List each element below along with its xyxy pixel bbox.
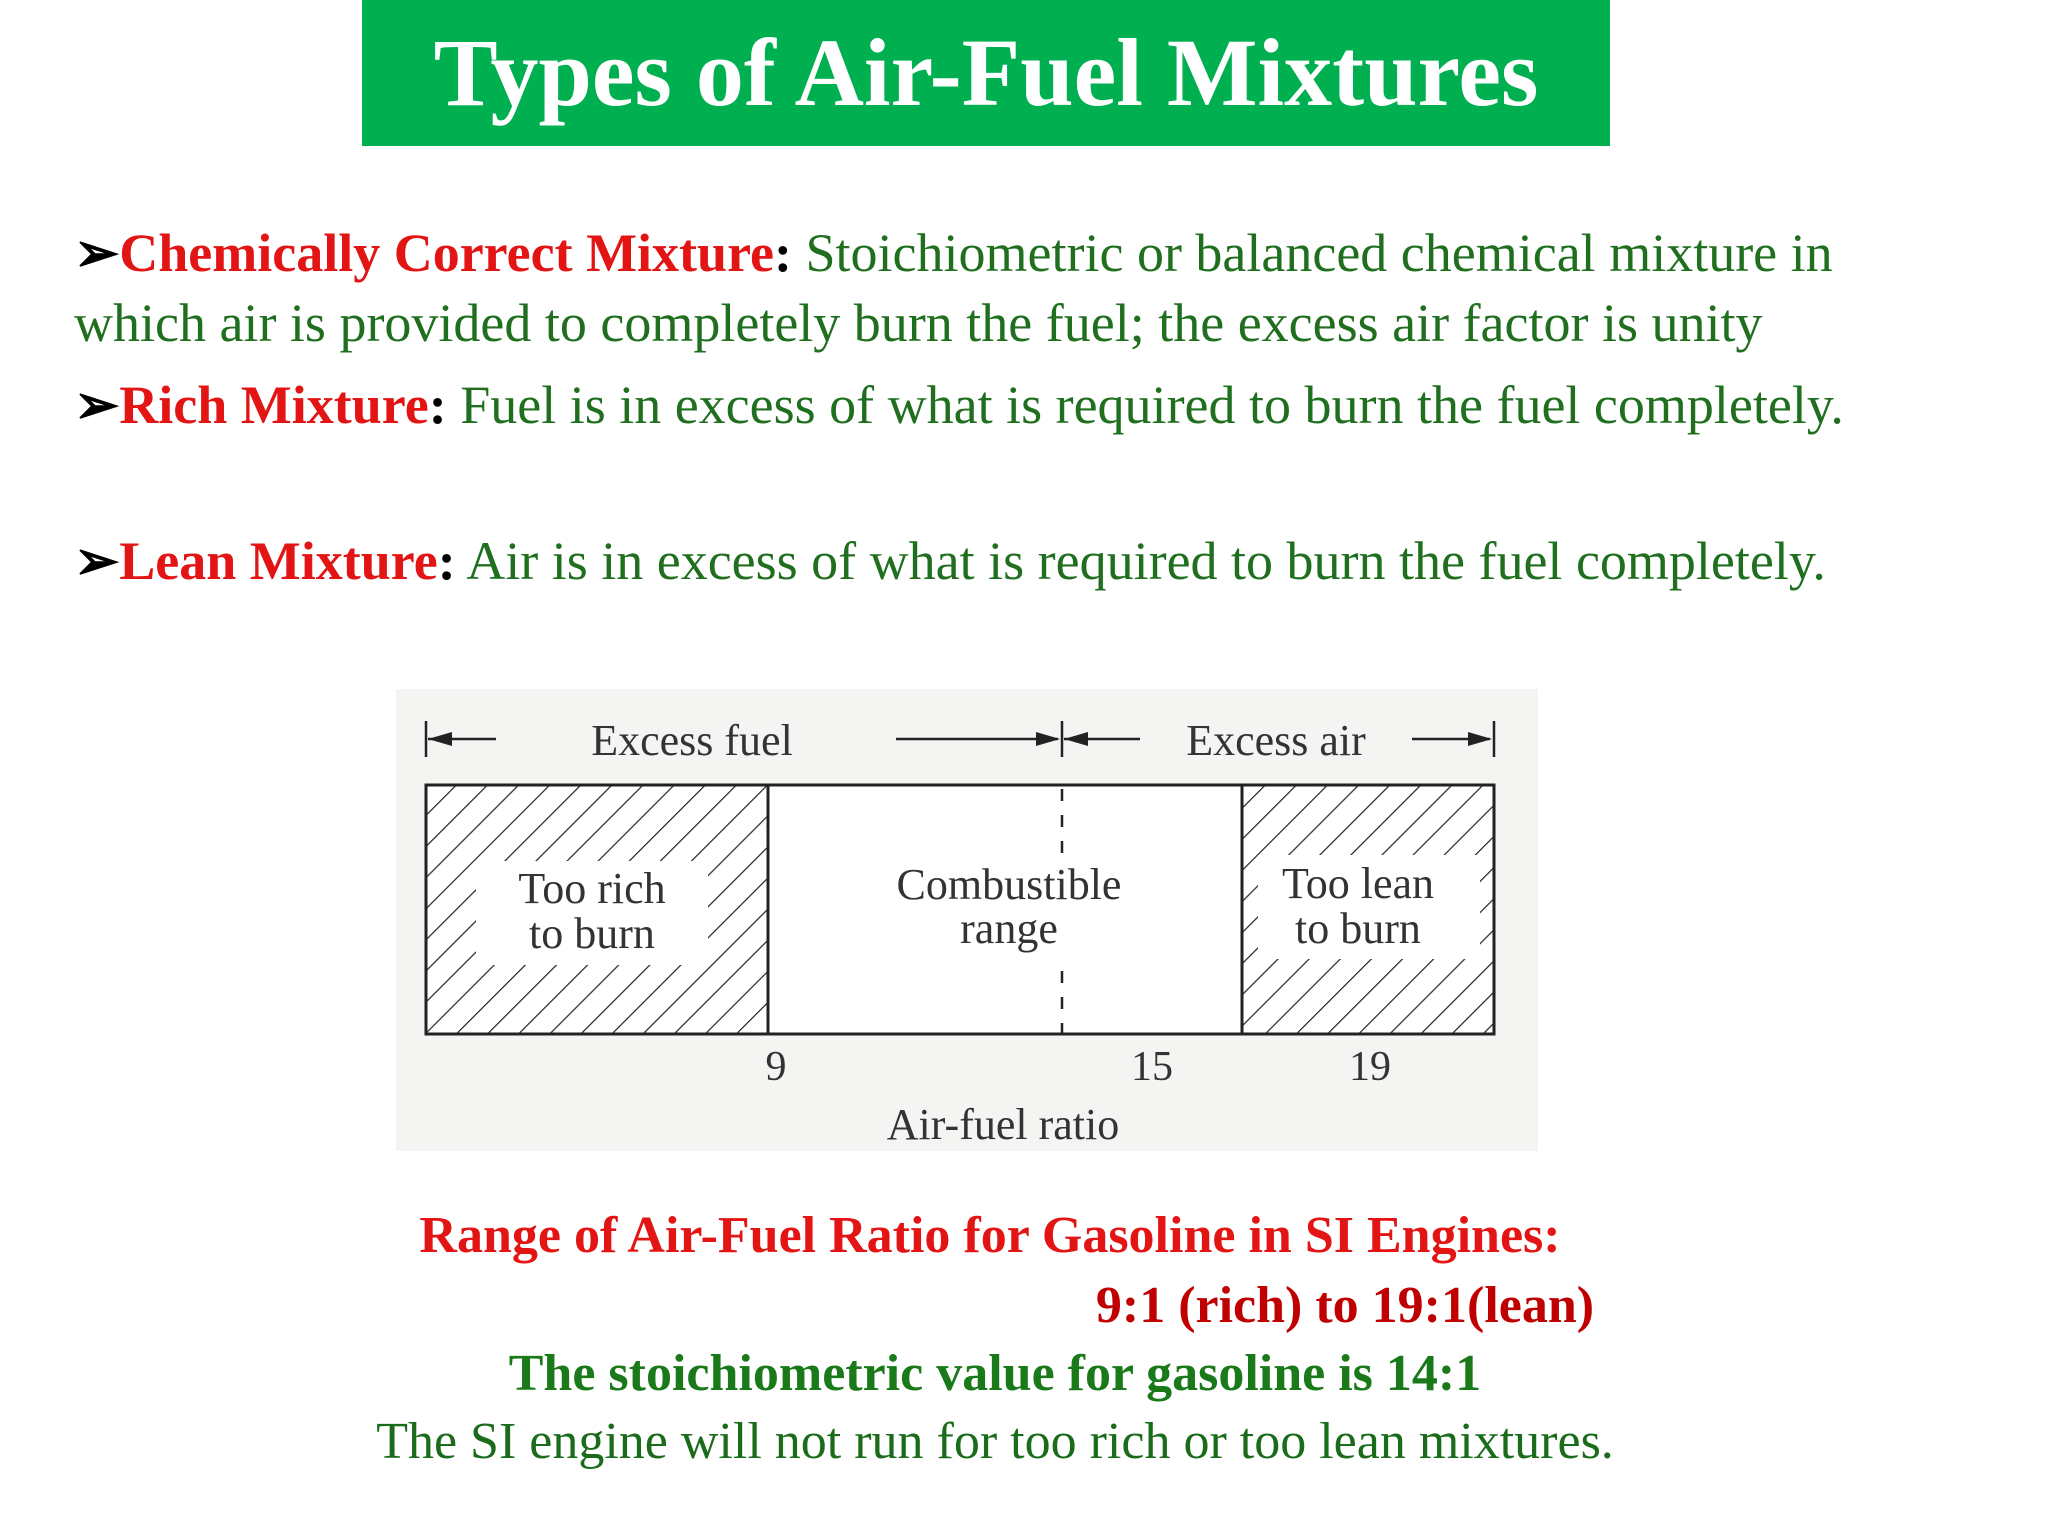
bullet-colon: :	[774, 223, 793, 283]
axis-label: Air-fuel ratio	[886, 1100, 1120, 1149]
combustible-line1: Combustible	[896, 860, 1122, 909]
range-value: 9:1 (rich) to 19:1(lean)	[1095, 1277, 1595, 1334]
excess-air-label: Excess air	[1186, 716, 1366, 765]
arrow-bullet-icon: ➢	[74, 223, 120, 283]
combustible-line2: range	[960, 904, 1058, 953]
arrow-bullet-icon: ➢	[74, 375, 120, 435]
tick-label-9: 9	[765, 1044, 787, 1090]
too-lean-line2: to burn	[1295, 904, 1421, 953]
bullet-term: Rich Mixture	[119, 375, 429, 435]
range-heading: Range of Air-Fuel Ratio for Gasoline in SI Engines:	[419, 1207, 1561, 1264]
tick-label-19: 19	[1349, 1044, 1391, 1090]
bullet-colon: :	[428, 375, 447, 435]
excess-fuel-label: Excess fuel	[591, 716, 793, 765]
title-banner	[362, 0, 1610, 146]
bullet-text: Fuel is in excess of what is required to burn the fuel completely.	[446, 375, 1844, 435]
bullet-rich	[74, 370, 1974, 440]
si-engine-note: The SI engine will not run for too rich or too lean mixtures.	[376, 1413, 1614, 1470]
too-rich-line1: Too rich	[518, 864, 666, 913]
page-title: Types of Air-Fuel Mixtures	[433, 19, 1539, 126]
bullet-chemically-correct	[74, 218, 1974, 358]
bullet-text: Air is in excess of what is required to burn the fuel completely.	[455, 531, 1826, 591]
air-fuel-ratio-diagram	[396, 689, 1538, 1151]
tick-label-15: 15	[1131, 1044, 1173, 1090]
bullet-lean	[74, 526, 1974, 596]
too-rich-line2: to burn	[529, 909, 655, 958]
arrow-bullet-icon: ➢	[74, 531, 120, 591]
bullet-term: Chemically Correct Mixture	[119, 223, 775, 283]
too-lean-line1: Too lean	[1281, 859, 1435, 908]
bullet-term: Lean Mixture	[119, 531, 438, 591]
bullet-text: Stoichiometric or balanced chemical mixture in which air is provided to completely burn the fuel; the excess air factor is unity	[74, 223, 1833, 353]
bullet-colon: :	[437, 531, 456, 591]
stoichiometric-statement: The stoichiometric value for gasoline is 14:1	[508, 1345, 1482, 1402]
